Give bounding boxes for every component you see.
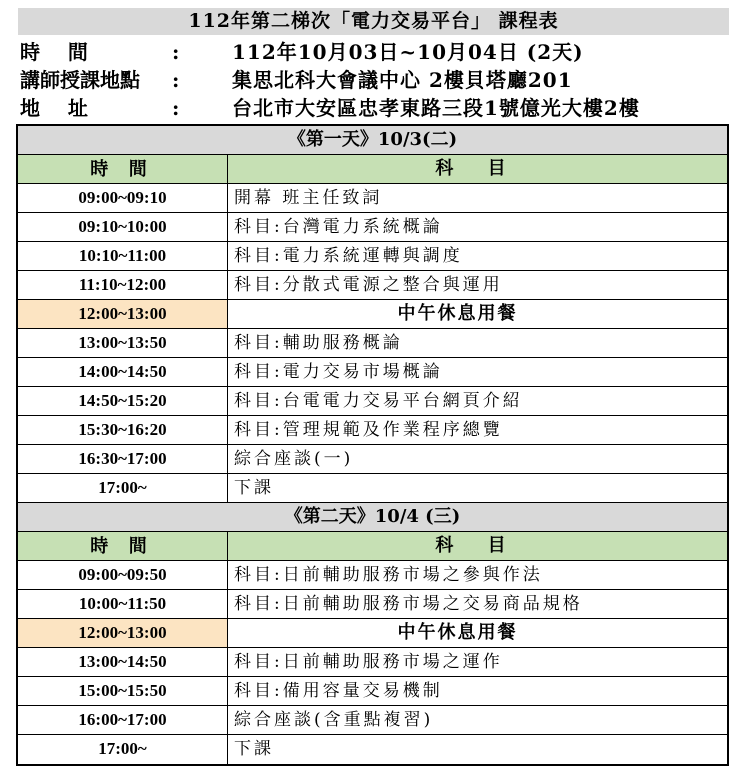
session-subject: 科目:台灣電力系統概論 [234,217,443,237]
table-row [18,271,727,300]
table-row [18,416,727,445]
session-time: 12:00~13:00 [18,619,228,647]
table-row [18,561,727,590]
column-header-subject: 科 目 [228,155,727,183]
lunch-row [18,619,727,648]
session-time: 12:00~13:00 [18,300,228,328]
session-subject: 科目:分散式電源之整合與運用 [234,275,503,295]
session-subject: 綜合座談(含重點複習) [234,710,434,730]
info-value-venue: 集思北科大會議中心 2樓貝塔廳201 [232,68,573,92]
info-label-address: 地 址 [20,96,88,120]
session-time: 15:30~16:20 [18,416,228,444]
session-time: 15:00~15:50 [18,677,228,705]
day-heading: 《第二天》10/4 (三) [18,503,727,532]
session-time: 17:00~ [18,735,228,764]
session-subject: 科目:電力交易市場概論 [234,362,443,382]
session-subject: 中午休息用餐 [397,303,518,324]
table-row [18,706,727,735]
session-subject: 科目:輔助服務概論 [234,333,403,353]
session-subject: 開幕 班主任致詞 [234,188,383,208]
table-row [18,445,727,474]
column-header-time: 時 間 [18,532,228,560]
session-subject: 下課 [234,478,274,498]
session-time: 09:00~09:10 [18,184,228,212]
session-subject: 中午休息用餐 [397,622,518,643]
session-subject: 科目:管理規範及作業程序總覽 [234,420,503,440]
session-time: 10:10~11:00 [18,242,228,270]
session-time: 11:10~12:00 [18,271,228,299]
table-row [18,329,727,358]
table-row [18,184,727,213]
session-subject: 科目:日前輔助服務市場之運作 [234,652,503,672]
table-row [18,387,727,416]
session-time: 14:50~15:20 [18,387,228,415]
table-row [18,590,727,619]
table-row [18,358,727,387]
session-subject: 綜合座談(一) [234,449,354,469]
table-row [18,213,727,242]
page-title: 112年第二梯次「電力交易平台」 課程表 [18,8,729,35]
session-time: 13:00~13:50 [18,329,228,357]
session-time: 09:00~09:50 [18,561,228,589]
column-header-subject: 科 目 [228,532,727,560]
session-time: 16:30~17:00 [18,445,228,473]
info-label-venue: 講師授課地點 [20,68,140,92]
table-row [18,474,727,503]
table-row [18,735,727,764]
table-row [18,648,727,677]
info-label-time: 時 間 [20,40,88,64]
session-time: 10:00~11:50 [18,590,228,618]
column-header-row [18,532,727,561]
session-subject: 科目:電力系統運轉與調度 [234,246,463,266]
info-colon: : [172,68,180,92]
info-colon: : [172,96,180,120]
session-time: 14:00~14:50 [18,358,228,386]
session-subject: 科目:日前輔助服務市場之交易商品規格 [234,594,583,614]
session-time: 16:00~17:00 [18,706,228,734]
info-value-address: 台北市大安區忠孝東路三段1號億光大樓2樓 [232,96,640,120]
table-row [18,242,727,271]
day-heading: 《第一天》10/3(二) [18,126,727,155]
session-subject: 科目:台電電力交易平台網頁介紹 [234,391,523,411]
lunch-row [18,300,727,329]
column-header-row [18,155,727,184]
info-value-time: 112年10月03日~10月04日 (2天) [232,40,584,64]
schedule-table [16,124,729,766]
session-time: 17:00~ [18,474,228,502]
info-colon: : [172,40,180,64]
session-time: 13:00~14:50 [18,648,228,676]
session-subject: 科目:備用容量交易機制 [234,681,443,701]
column-header-time: 時 間 [18,155,228,183]
table-row [18,677,727,706]
session-time: 09:10~10:00 [18,213,228,241]
session-subject: 科目:日前輔助服務市場之參與作法 [234,565,543,585]
session-subject: 下課 [234,739,274,759]
